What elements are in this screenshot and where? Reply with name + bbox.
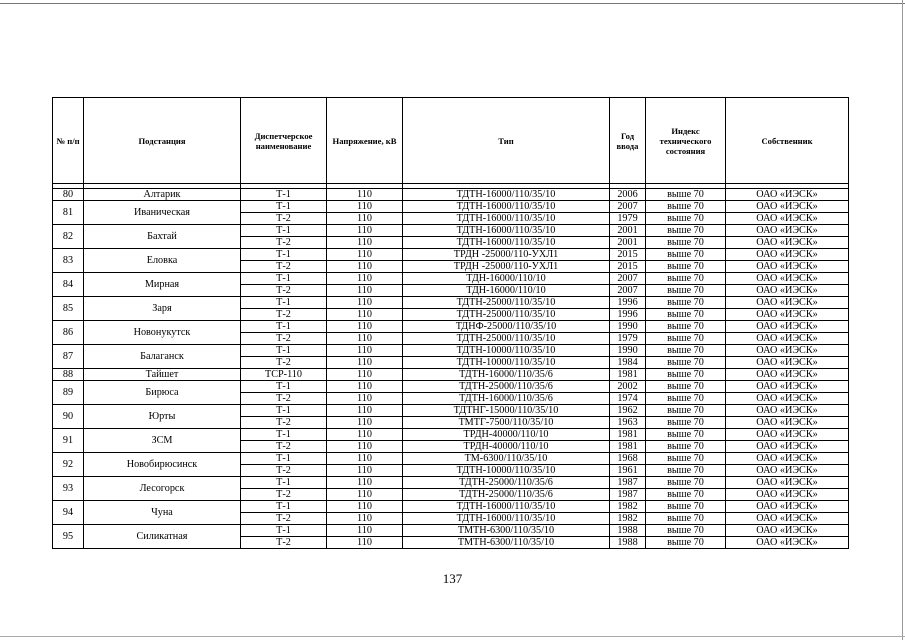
cell-year: 1988 <box>610 537 646 549</box>
cell-voltage: 110 <box>327 417 403 429</box>
cell-owner: ОАО «ИЭСК» <box>726 393 849 405</box>
cell-dispatch-name: Т-2 <box>241 285 327 297</box>
table-row <box>53 501 849 513</box>
cell-condition-index: выше 70 <box>646 489 726 501</box>
cell-year: 1990 <box>610 321 646 333</box>
cell-voltage: 110 <box>327 309 403 321</box>
cell-type: ТДТН-25000/110/35/10 <box>403 297 610 309</box>
cell-owner: ОАО «ИЭСК» <box>726 321 849 333</box>
cell-owner: ОАО «ИЭСК» <box>726 285 849 297</box>
cell-year: 1979 <box>610 333 646 345</box>
cell-condition-index: выше 70 <box>646 525 726 537</box>
cell-year: 1981 <box>610 369 646 381</box>
table-row <box>53 297 849 309</box>
cell-type: ТДТН-25000/110/35/10 <box>403 309 610 321</box>
cell-condition-index: выше 70 <box>646 405 726 417</box>
cell-condition-index: выше 70 <box>646 393 726 405</box>
cell-condition-index: выше 70 <box>646 297 726 309</box>
cell-num: 88 <box>53 369 84 381</box>
cell-dispatch-name: Т-1 <box>241 525 327 537</box>
cell-voltage: 110 <box>327 489 403 501</box>
cell-owner: ОАО «ИЭСК» <box>726 513 849 525</box>
cell-condition-index: выше 70 <box>646 369 726 381</box>
cell-condition-index: выше 70 <box>646 513 726 525</box>
cell-condition-index: выше 70 <box>646 273 726 285</box>
cell-num: 80 <box>53 189 84 201</box>
cell-type: ТДТН-16000/110/35/10 <box>403 513 610 525</box>
cell-year: 2001 <box>610 225 646 237</box>
cell-voltage: 110 <box>327 297 403 309</box>
cell-dispatch-name: Т-1 <box>241 381 327 393</box>
cell-owner: ОАО «ИЭСК» <box>726 333 849 345</box>
cell-year: 1981 <box>610 429 646 441</box>
cell-condition-index: выше 70 <box>646 537 726 549</box>
header-owner: Собственник <box>726 98 849 184</box>
cell-substation: Новобирюсинск <box>84 453 241 477</box>
table-row <box>53 189 849 201</box>
cell-year: 1988 <box>610 525 646 537</box>
cell-type: ТДТН-16000/110/35/10 <box>403 501 610 513</box>
cell-voltage: 110 <box>327 225 403 237</box>
table-row <box>53 453 849 465</box>
cell-voltage: 110 <box>327 477 403 489</box>
cell-dispatch-name: Т-2 <box>241 237 327 249</box>
cell-num: 83 <box>53 249 84 273</box>
cell-owner: ОАО «ИЭСК» <box>726 525 849 537</box>
cell-num: 93 <box>53 477 84 501</box>
cell-condition-index: выше 70 <box>646 249 726 261</box>
cell-type: ТДТН-25000/110/35/6 <box>403 489 610 501</box>
cell-year: 2007 <box>610 285 646 297</box>
cell-owner: ОАО «ИЭСК» <box>726 297 849 309</box>
header-condition-index: Индекс технического состояния <box>646 98 726 184</box>
cell-voltage: 110 <box>327 261 403 273</box>
cell-type: ТДН-16000/110/10 <box>403 285 610 297</box>
cell-year: 1996 <box>610 309 646 321</box>
cell-type: ТМ-6300/110/35/10 <box>403 453 610 465</box>
cell-year: 1962 <box>610 405 646 417</box>
cell-voltage: 110 <box>327 201 403 213</box>
cell-owner: ОАО «ИЭСК» <box>726 465 849 477</box>
cell-voltage: 110 <box>327 345 403 357</box>
cell-num: 89 <box>53 381 84 405</box>
cell-substation: Заря <box>84 297 241 321</box>
cell-type: ТРДН-40000/110/10 <box>403 429 610 441</box>
cell-num: 86 <box>53 321 84 345</box>
table-row <box>53 477 849 489</box>
cell-year: 1981 <box>610 441 646 453</box>
cell-substation: Чуна <box>84 501 241 525</box>
cell-condition-index: выше 70 <box>646 213 726 225</box>
cell-dispatch-name: Т-2 <box>241 537 327 549</box>
table-row <box>53 225 849 237</box>
cell-condition-index: выше 70 <box>646 309 726 321</box>
cell-condition-index: выше 70 <box>646 333 726 345</box>
cell-year: 1990 <box>610 345 646 357</box>
cell-type: ТДН-16000/110/10 <box>403 273 610 285</box>
cell-year: 2006 <box>610 189 646 201</box>
scan-edge-right <box>902 0 903 640</box>
cell-condition-index: выше 70 <box>646 237 726 249</box>
header-num: № п/п <box>53 98 84 184</box>
cell-condition-index: выше 70 <box>646 345 726 357</box>
cell-substation: Алтарик <box>84 189 241 201</box>
cell-voltage: 110 <box>327 381 403 393</box>
cell-substation: ЗСМ <box>84 429 241 453</box>
cell-voltage: 110 <box>327 441 403 453</box>
cell-type: ТДТН-25000/110/35/6 <box>403 381 610 393</box>
cell-owner: ОАО «ИЭСК» <box>726 213 849 225</box>
cell-owner: ОАО «ИЭСК» <box>726 429 849 441</box>
cell-voltage: 110 <box>327 213 403 225</box>
cell-dispatch-name: Т-1 <box>241 225 327 237</box>
cell-voltage: 110 <box>327 453 403 465</box>
cell-voltage: 110 <box>327 249 403 261</box>
cell-type: ТДТНГ-15000/110/35/10 <box>403 405 610 417</box>
cell-year: 2007 <box>610 273 646 285</box>
cell-voltage: 110 <box>327 393 403 405</box>
cell-type: ТДТН-10000/110/35/10 <box>403 357 610 369</box>
cell-owner: ОАО «ИЭСК» <box>726 381 849 393</box>
cell-substation: Юрты <box>84 405 241 429</box>
cell-dispatch-name: Т-1 <box>241 429 327 441</box>
cell-dispatch-name: Т-2 <box>241 261 327 273</box>
cell-dispatch-name: Т-2 <box>241 309 327 321</box>
cell-condition-index: выше 70 <box>646 381 726 393</box>
cell-dispatch-name: Т-2 <box>241 465 327 477</box>
header-substation: Подстанция <box>84 98 241 184</box>
cell-num: 94 <box>53 501 84 525</box>
cell-year: 1987 <box>610 489 646 501</box>
cell-num: 92 <box>53 453 84 477</box>
cell-dispatch-name: Т-2 <box>241 417 327 429</box>
cell-voltage: 110 <box>327 501 403 513</box>
cell-owner: ОАО «ИЭСК» <box>726 453 849 465</box>
cell-condition-index: выше 70 <box>646 441 726 453</box>
cell-dispatch-name: Т-1 <box>241 201 327 213</box>
table-row <box>53 429 849 441</box>
cell-owner: ОАО «ИЭСК» <box>726 369 849 381</box>
cell-owner: ОАО «ИЭСК» <box>726 345 849 357</box>
cell-num: 82 <box>53 225 84 249</box>
cell-voltage: 110 <box>327 369 403 381</box>
cell-owner: ОАО «ИЭСК» <box>726 357 849 369</box>
cell-dispatch-name: Т-1 <box>241 477 327 489</box>
page-number: 137 <box>442 571 463 586</box>
cell-type: ТДТН-10000/110/35/10 <box>403 345 610 357</box>
cell-year: 1979 <box>610 213 646 225</box>
cell-year: 1987 <box>610 477 646 489</box>
cell-num: 91 <box>53 429 84 453</box>
cell-type: ТМТГ-7500/110/35/10 <box>403 417 610 429</box>
cell-type: ТМТН-6300/110/35/10 <box>403 525 610 537</box>
cell-dispatch-name: Т-1 <box>241 501 327 513</box>
cell-voltage: 110 <box>327 237 403 249</box>
cell-substation: Лесогорск <box>84 477 241 501</box>
cell-voltage: 110 <box>327 525 403 537</box>
cell-type: ТДТН-16000/110/35/10 <box>403 189 610 201</box>
cell-year: 1963 <box>610 417 646 429</box>
cell-substation: Новонукутск <box>84 321 241 345</box>
cell-dispatch-name: ТСР-110 <box>241 369 327 381</box>
cell-type: ТДТН-16000/110/35/6 <box>403 369 610 381</box>
cell-owner: ОАО «ИЭСК» <box>726 189 849 201</box>
cell-num: 85 <box>53 297 84 321</box>
cell-substation: Балаганск <box>84 345 241 369</box>
cell-condition-index: выше 70 <box>646 357 726 369</box>
cell-condition-index: выше 70 <box>646 477 726 489</box>
cell-num: 87 <box>53 345 84 369</box>
table-row <box>53 381 849 393</box>
cell-dispatch-name: Т-1 <box>241 321 327 333</box>
cell-dispatch-name: Т-2 <box>241 213 327 225</box>
cell-dispatch-name: Т-1 <box>241 297 327 309</box>
cell-year: 2002 <box>610 381 646 393</box>
cell-substation: Мирная <box>84 273 241 297</box>
cell-num: 84 <box>53 273 84 297</box>
cell-substation: Еловка <box>84 249 241 273</box>
cell-num: 90 <box>53 405 84 429</box>
cell-owner: ОАО «ИЭСК» <box>726 537 849 549</box>
cell-substation: Силикатная <box>84 525 241 549</box>
cell-voltage: 110 <box>327 465 403 477</box>
table-row <box>53 405 849 417</box>
cell-dispatch-name: Т-1 <box>241 405 327 417</box>
cell-dispatch-name: Т-2 <box>241 489 327 501</box>
cell-owner: ОАО «ИЭСК» <box>726 201 849 213</box>
cell-dispatch-name: Т-2 <box>241 357 327 369</box>
cell-type: ТРДН -25000/110-УХЛ1 <box>403 261 610 273</box>
cell-voltage: 110 <box>327 285 403 297</box>
header-type: Тип <box>403 98 610 184</box>
cell-year: 1968 <box>610 453 646 465</box>
cell-condition-index: выше 70 <box>646 321 726 333</box>
cell-owner: ОАО «ИЭСК» <box>726 225 849 237</box>
cell-voltage: 110 <box>327 405 403 417</box>
cell-year: 2015 <box>610 249 646 261</box>
cell-type: ТДТН-16000/110/35/10 <box>403 237 610 249</box>
cell-voltage: 110 <box>327 429 403 441</box>
table-row <box>53 249 849 261</box>
scan-edge-top <box>0 3 905 4</box>
cell-owner: ОАО «ИЭСК» <box>726 261 849 273</box>
cell-voltage: 110 <box>327 513 403 525</box>
cell-owner: ОАО «ИЭСК» <box>726 405 849 417</box>
cell-owner: ОАО «ИЭСК» <box>726 417 849 429</box>
cell-voltage: 110 <box>327 273 403 285</box>
cell-type: ТДТН-16000/110/35/6 <box>403 393 610 405</box>
cell-condition-index: выше 70 <box>646 417 726 429</box>
cell-owner: ОАО «ИЭСК» <box>726 477 849 489</box>
cell-year: 1996 <box>610 297 646 309</box>
table-row <box>53 201 849 213</box>
cell-condition-index: выше 70 <box>646 501 726 513</box>
header-dispatch-name: Диспетчерское наименование <box>241 98 327 184</box>
cell-type: ТДТН-16000/110/35/10 <box>403 213 610 225</box>
cell-type: ТДТН-10000/110/35/10 <box>403 465 610 477</box>
cell-year: 1982 <box>610 513 646 525</box>
cell-year: 1984 <box>610 357 646 369</box>
cell-num: 95 <box>53 525 84 549</box>
cell-dispatch-name: Т-1 <box>241 189 327 201</box>
cell-dispatch-name: Т-1 <box>241 453 327 465</box>
table-row <box>53 369 849 381</box>
cell-owner: ОАО «ИЭСК» <box>726 441 849 453</box>
cell-type: ТДТН-25000/110/35/6 <box>403 477 610 489</box>
cell-owner: ОАО «ИЭСК» <box>726 501 849 513</box>
cell-owner: ОАО «ИЭСК» <box>726 237 849 249</box>
cell-condition-index: выше 70 <box>646 285 726 297</box>
substation-table <box>52 97 849 549</box>
cell-owner: ОАО «ИЭСК» <box>726 249 849 261</box>
table-row <box>53 345 849 357</box>
header-year: Год ввода <box>610 98 646 184</box>
cell-voltage: 110 <box>327 357 403 369</box>
cell-dispatch-name: Т-1 <box>241 345 327 357</box>
cell-dispatch-name: Т-1 <box>241 273 327 285</box>
cell-type: ТДТН-16000/110/35/10 <box>403 201 610 213</box>
cell-year: 2015 <box>610 261 646 273</box>
cell-year: 1974 <box>610 393 646 405</box>
cell-type: ТРДН-40000/110/10 <box>403 441 610 453</box>
cell-condition-index: выше 70 <box>646 189 726 201</box>
table-row <box>53 525 849 537</box>
cell-owner: ОАО «ИЭСК» <box>726 489 849 501</box>
cell-voltage: 110 <box>327 333 403 345</box>
cell-dispatch-name: Т-2 <box>241 333 327 345</box>
cell-dispatch-name: Т-1 <box>241 249 327 261</box>
table-body <box>53 184 849 549</box>
cell-year: 2007 <box>610 201 646 213</box>
cell-condition-index: выше 70 <box>646 261 726 273</box>
cell-condition-index: выше 70 <box>646 201 726 213</box>
cell-year: 1982 <box>610 501 646 513</box>
cell-type: ТДТН-25000/110/35/10 <box>403 333 610 345</box>
table-row <box>53 273 849 285</box>
cell-type: ТДНФ-25000/110/35/10 <box>403 321 610 333</box>
cell-voltage: 110 <box>327 321 403 333</box>
cell-voltage: 110 <box>327 537 403 549</box>
cell-type: ТРДН -25000/110-УХЛ1 <box>403 249 610 261</box>
cell-substation: Бахтай <box>84 225 241 249</box>
cell-voltage: 110 <box>327 189 403 201</box>
cell-dispatch-name: Т-2 <box>241 393 327 405</box>
cell-substation: Тайшет <box>84 369 241 381</box>
cell-year: 2001 <box>610 237 646 249</box>
cell-condition-index: выше 70 <box>646 429 726 441</box>
cell-condition-index: выше 70 <box>646 225 726 237</box>
cell-condition-index: выше 70 <box>646 453 726 465</box>
cell-type: ТМТН-6300/110/35/10 <box>403 537 610 549</box>
header-voltage: Напряжение, кВ <box>327 98 403 184</box>
cell-owner: ОАО «ИЭСК» <box>726 273 849 285</box>
table-header <box>53 98 849 184</box>
cell-dispatch-name: Т-2 <box>241 513 327 525</box>
scan-edge-bottom <box>0 636 905 637</box>
table-row <box>53 321 849 333</box>
cell-substation: Иваническая <box>84 201 241 225</box>
cell-type: ТДТН-16000/110/35/10 <box>403 225 610 237</box>
cell-substation: Бирюса <box>84 381 241 405</box>
cell-condition-index: выше 70 <box>646 465 726 477</box>
cell-owner: ОАО «ИЭСК» <box>726 309 849 321</box>
cell-dispatch-name: Т-2 <box>241 441 327 453</box>
cell-year: 1961 <box>610 465 646 477</box>
cell-num: 81 <box>53 201 84 225</box>
header-row <box>53 98 849 184</box>
